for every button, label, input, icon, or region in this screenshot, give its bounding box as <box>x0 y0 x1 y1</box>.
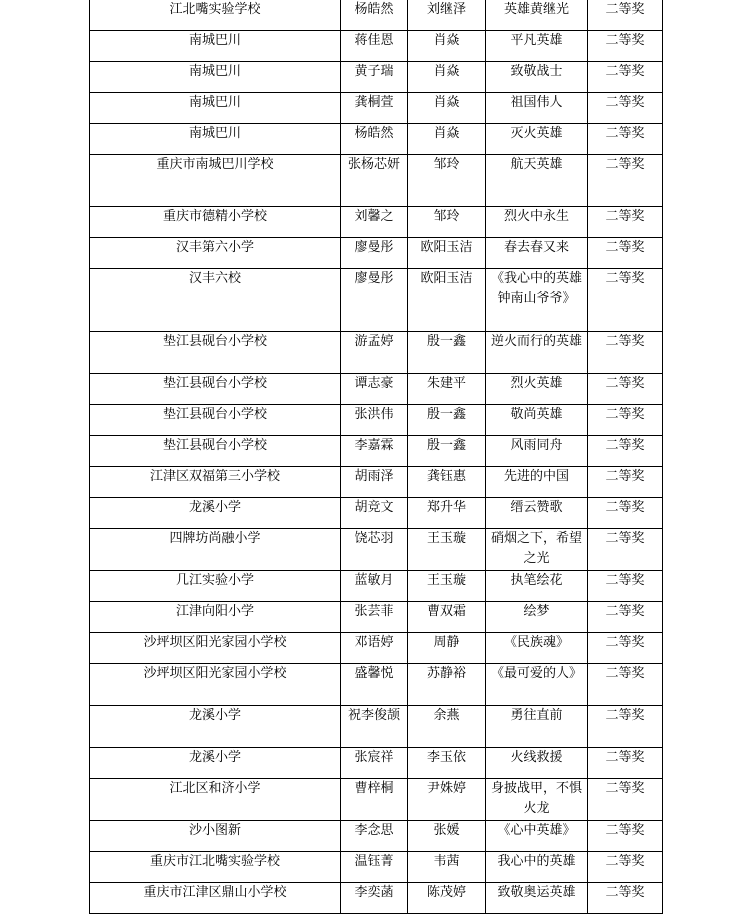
award-level-cell: 二等奖 <box>588 852 663 883</box>
school-cell: 垫江县砚台小学校 <box>90 332 341 374</box>
work-title-cell: 先进的中国 <box>486 467 588 498</box>
school-cell: 汉丰六校 <box>90 269 341 332</box>
student-name-cell: 张杨芯妍 <box>341 155 408 207</box>
award-level-cell: 二等奖 <box>588 0 663 31</box>
school-cell: 重庆市德精小学校 <box>90 207 341 238</box>
student-name-cell: 胡雨泽 <box>341 467 408 498</box>
student-name-cell: 张洪伟 <box>341 405 408 436</box>
student-name-cell: 龚桐萱 <box>341 93 408 124</box>
student-name-cell: 祝李俊颉 <box>341 706 408 748</box>
work-title-cell: 风雨同舟 <box>486 436 588 467</box>
teacher-name-cell: 肖焱 <box>408 62 486 93</box>
school-cell: 江北区和济小学 <box>90 779 341 821</box>
school-cell: 江津向阳小学 <box>90 602 341 633</box>
table-row <box>90 31 663 62</box>
student-name-cell: 盛馨悦 <box>341 664 408 706</box>
teacher-name-cell: 郑升华 <box>408 498 486 529</box>
work-title-cell: 我心中的英雄 <box>486 852 588 883</box>
work-title-cell: 《民族魂》 <box>486 633 588 664</box>
table-row <box>90 467 663 498</box>
school-cell: 南城巴川 <box>90 93 341 124</box>
table-row <box>90 602 663 633</box>
school-cell: 重庆市江津区鼎山小学校 <box>90 883 341 914</box>
award-level-cell: 二等奖 <box>588 821 663 852</box>
award-level-cell: 二等奖 <box>588 405 663 436</box>
work-title-cell: 烈火英雄 <box>486 374 588 405</box>
teacher-name-cell: 龚钰惠 <box>408 467 486 498</box>
student-name-cell: 李奕菡 <box>341 883 408 914</box>
work-title-cell: 平凡英雄 <box>486 31 588 62</box>
student-name-cell: 张芸菲 <box>341 602 408 633</box>
teacher-name-cell: 肖焱 <box>408 31 486 62</box>
student-name-cell: 饶芯羽 <box>341 529 408 571</box>
work-title-cell: 春去春又来 <box>486 238 588 269</box>
work-title-cell: 祖国伟人 <box>486 93 588 124</box>
teacher-name-cell: 殷一鑫 <box>408 436 486 467</box>
work-title-cell: 《最可爱的人》 <box>486 664 588 706</box>
work-title-cell: 缙云赞歌 <box>486 498 588 529</box>
work-title-cell: 硝烟之下，希望之光 <box>486 529 588 571</box>
work-title-cell: 《心中英雄》 <box>486 821 588 852</box>
table-row <box>90 207 663 238</box>
work-title-cell: 烈火中永生 <box>486 207 588 238</box>
school-cell: 重庆市南城巴川学校 <box>90 155 341 207</box>
school-cell: 垫江县砚台小学校 <box>90 436 341 467</box>
school-cell: 垫江县砚台小学校 <box>90 405 341 436</box>
table-row <box>90 155 663 207</box>
table-row <box>90 633 663 664</box>
teacher-name-cell: 殷一鑫 <box>408 405 486 436</box>
work-title-cell: 敬尚英雄 <box>486 405 588 436</box>
award-level-cell: 二等奖 <box>588 374 663 405</box>
student-name-cell: 游孟婷 <box>341 332 408 374</box>
award-level-cell: 二等奖 <box>588 436 663 467</box>
table-row <box>90 821 663 852</box>
work-title-cell: 航天英雄 <box>486 155 588 207</box>
table-row <box>90 269 663 332</box>
student-name-cell: 李嘉霖 <box>341 436 408 467</box>
award-level-cell: 二等奖 <box>588 748 663 779</box>
teacher-name-cell: 王玉璇 <box>408 529 486 571</box>
table-row <box>90 238 663 269</box>
school-cell: 南城巴川 <box>90 62 341 93</box>
award-level-cell: 二等奖 <box>588 498 663 529</box>
awards-table-body <box>90 0 663 914</box>
student-name-cell: 曹梓桐 <box>341 779 408 821</box>
work-title-cell: 火线救援 <box>486 748 588 779</box>
school-cell: 沙小图新 <box>90 821 341 852</box>
work-title-cell: 灭火英雄 <box>486 124 588 155</box>
student-name-cell: 廖曼彤 <box>341 238 408 269</box>
table-row <box>90 332 663 374</box>
student-name-cell: 温钰菁 <box>341 852 408 883</box>
award-level-cell: 二等奖 <box>588 883 663 914</box>
school-cell: 龙溪小学 <box>90 498 341 529</box>
school-cell: 南城巴川 <box>90 124 341 155</box>
table-row <box>90 374 663 405</box>
teacher-name-cell: 张媛 <box>408 821 486 852</box>
table-row <box>90 779 663 821</box>
teacher-name-cell: 尹姝婷 <box>408 779 486 821</box>
teacher-name-cell: 韦茜 <box>408 852 486 883</box>
student-name-cell: 蓝敏月 <box>341 571 408 602</box>
school-cell: 南城巴川 <box>90 31 341 62</box>
student-name-cell: 廖曼彤 <box>341 269 408 332</box>
teacher-name-cell: 曹双霜 <box>408 602 486 633</box>
student-name-cell: 刘馨之 <box>341 207 408 238</box>
award-level-cell: 二等奖 <box>588 238 663 269</box>
work-title-cell: 致敬奥运英雄 <box>486 883 588 914</box>
award-level-cell: 二等奖 <box>588 332 663 374</box>
teacher-name-cell: 朱建平 <box>408 374 486 405</box>
student-name-cell: 杨皓然 <box>341 0 408 31</box>
teacher-name-cell: 欧阳玉洁 <box>408 269 486 332</box>
teacher-name-cell: 王玉璇 <box>408 571 486 602</box>
award-level-cell: 二等奖 <box>588 779 663 821</box>
teacher-name-cell: 李玉依 <box>408 748 486 779</box>
teacher-name-cell: 肖焱 <box>408 124 486 155</box>
work-title-cell: 英雄黄继光 <box>486 0 588 31</box>
award-level-cell: 二等奖 <box>588 633 663 664</box>
work-title-cell: 绘梦 <box>486 602 588 633</box>
table-row <box>90 93 663 124</box>
student-name-cell: 李念思 <box>341 821 408 852</box>
table-row <box>90 852 663 883</box>
school-cell: 江津区双福第三小学校 <box>90 467 341 498</box>
award-level-cell: 二等奖 <box>588 93 663 124</box>
table-row <box>90 124 663 155</box>
work-title-cell: 身披战甲，不惧火龙 <box>486 779 588 821</box>
student-name-cell: 蒋佳恩 <box>341 31 408 62</box>
work-title-cell: 执笔绘花 <box>486 571 588 602</box>
school-cell: 几江实验小学 <box>90 571 341 602</box>
teacher-name-cell: 邹玲 <box>408 155 486 207</box>
award-level-cell: 二等奖 <box>588 706 663 748</box>
school-cell: 四牌坊尚融小学 <box>90 529 341 571</box>
award-level-cell: 二等奖 <box>588 124 663 155</box>
award-level-cell: 二等奖 <box>588 155 663 207</box>
student-name-cell: 张宸祥 <box>341 748 408 779</box>
table-row <box>90 436 663 467</box>
table-row <box>90 529 663 571</box>
school-cell: 重庆市江北嘴实验学校 <box>90 852 341 883</box>
student-name-cell: 黄子瑞 <box>341 62 408 93</box>
award-level-cell: 二等奖 <box>588 269 663 332</box>
table-row <box>90 405 663 436</box>
award-level-cell: 二等奖 <box>588 602 663 633</box>
teacher-name-cell: 余燕 <box>408 706 486 748</box>
award-level-cell: 二等奖 <box>588 31 663 62</box>
award-level-cell: 二等奖 <box>588 571 663 602</box>
teacher-name-cell: 苏静裕 <box>408 664 486 706</box>
table-row <box>90 571 663 602</box>
school-cell: 江北嘴实验学校 <box>90 0 341 31</box>
award-level-cell: 二等奖 <box>588 62 663 93</box>
school-cell: 龙溪小学 <box>90 748 341 779</box>
teacher-name-cell: 殷一鑫 <box>408 332 486 374</box>
teacher-name-cell: 邹玲 <box>408 207 486 238</box>
work-title-cell: 致敬战士 <box>486 62 588 93</box>
work-title-cell: 《我心中的英雄钟南山爷爷》 <box>486 269 588 332</box>
table-row <box>90 706 663 748</box>
work-title-cell: 逆火而行的英雄 <box>486 332 588 374</box>
teacher-name-cell: 欧阳玉洁 <box>408 238 486 269</box>
school-cell: 沙坪坝区阳光家园小学校 <box>90 664 341 706</box>
table-row <box>90 748 663 779</box>
awards-table <box>89 0 663 914</box>
award-level-cell: 二等奖 <box>588 664 663 706</box>
student-name-cell: 谭志豪 <box>341 374 408 405</box>
student-name-cell: 杨皓然 <box>341 124 408 155</box>
teacher-name-cell: 肖焱 <box>408 93 486 124</box>
school-cell: 垫江县砚台小学校 <box>90 374 341 405</box>
table-row <box>90 664 663 706</box>
table-row <box>90 498 663 529</box>
table-row <box>90 0 663 31</box>
school-cell: 汉丰第六小学 <box>90 238 341 269</box>
teacher-name-cell: 周静 <box>408 633 486 664</box>
student-name-cell: 胡竞文 <box>341 498 408 529</box>
award-level-cell: 二等奖 <box>588 467 663 498</box>
award-level-cell: 二等奖 <box>588 529 663 571</box>
school-cell: 龙溪小学 <box>90 706 341 748</box>
table-row <box>90 62 663 93</box>
teacher-name-cell: 陈茂婷 <box>408 883 486 914</box>
work-title-cell: 勇往直前 <box>486 706 588 748</box>
school-cell: 沙坪坝区阳光家园小学校 <box>90 633 341 664</box>
award-level-cell: 二等奖 <box>588 207 663 238</box>
teacher-name-cell: 刘继泽 <box>408 0 486 31</box>
student-name-cell: 邓语婷 <box>341 633 408 664</box>
